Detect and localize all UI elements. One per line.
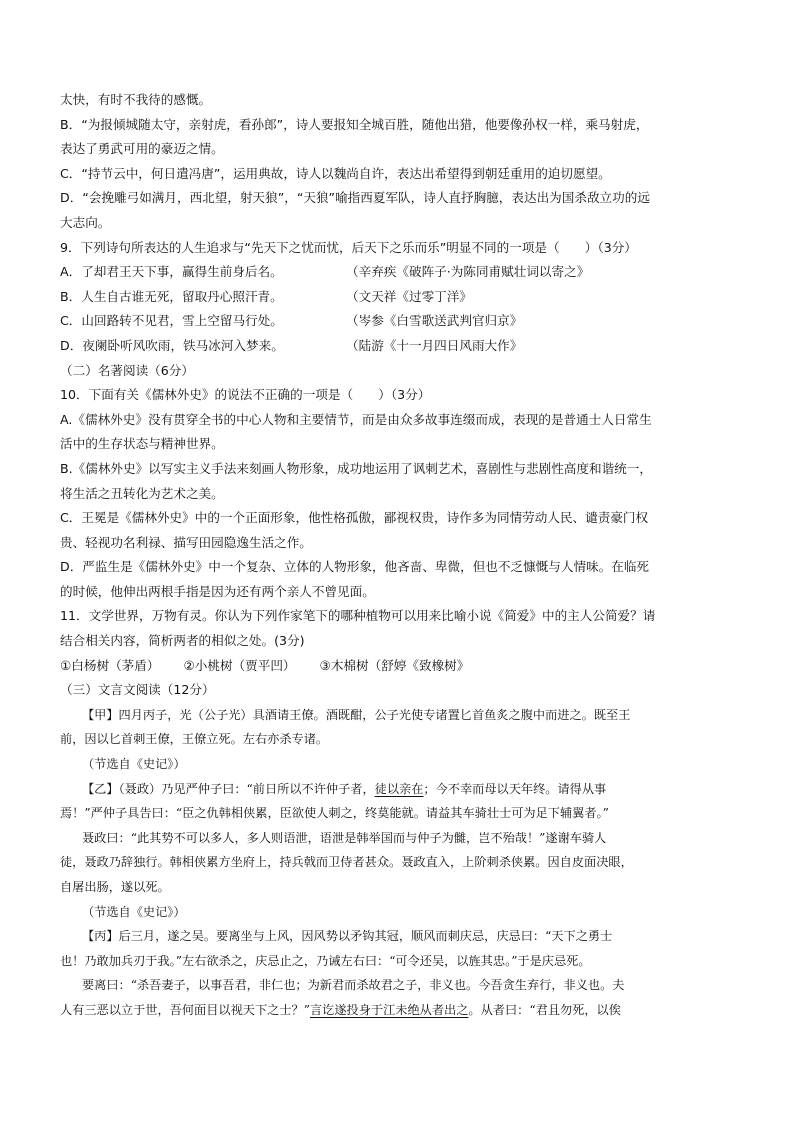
passage-text: ；今不幸而母以天年终。请得从事 [423, 781, 607, 796]
q10-stem: 10．下面有关《儒林外史》的说法不正确的一项是（ ）（3分） [60, 387, 431, 403]
passage-bing-line4 [60, 998, 734, 1023]
q11-choices [60, 654, 734, 679]
q9-option-text: C．山回路转不见君，雪上空留马行处。 [60, 313, 283, 329]
underlined-sentence: 徒以亲在 [374, 781, 424, 796]
passage-text: 。从者曰：“君且勿死，以俟 [468, 1002, 621, 1017]
q10-option-c-line1: C．王冕是《儒林外史》中的一个正面形象，他性格孤傲，鄙视权贵，诗作多为同情劳动人民、谴责豪门权 [60, 510, 649, 526]
q8-option-b-line1: B．“为报倾城随太守，亲射虎，看孙郎”，诗人要报知全城百胜，随他出猎，他要像孙权一样，乘马射虎， [60, 116, 649, 132]
passage-jia-line2: 前，因以匕首刺王僚，王僚立死。左右亦杀专诸。 [60, 732, 329, 747]
q10-option-a-line1: A.《儒林外史》没有贯穿全书的中心人物和主要情节，而是由众多故事连缀而成，表现的是普通士人日常生 [60, 411, 652, 427]
passage-yi-line2: 焉！”严仲子具告曰：“臣之仇韩相侠累，臣欲使人刺之，终莫能就。请益其车骑壮士可为足下辅翼者。” [60, 806, 609, 821]
q11-choice: ②小桃树（贾平凹） [183, 657, 296, 673]
q8-option-a-continued: 太快，有时不我待的感慨。 [60, 92, 212, 107]
classical-passages [60, 703, 734, 1023]
q8-option-d-line1: D．“会挽雕弓如满月，西北望，射天狼”，“天狼”喻指西夏军队，诗人直抒胸臆，表达出为国杀敌立功的远 [60, 190, 650, 206]
q9-stem: 9．下列诗句所表达的人生追求与“先天下之忧而忧，后天下之乐而乐”明显不同的一项是（ ）（3分） [60, 239, 637, 255]
q9-option-text: D．夜阑卧听风吹雨，铁马冰河入梦来。 [60, 337, 284, 353]
passage-bing-line3: 要离曰：“杀吾妻子，以事吾君，非仁也；为新君而杀故君之子，非义也。今吾贪生弃行，非义也。夫 [82, 978, 625, 993]
q8-option-d-line2: 大志向。 [60, 214, 111, 230]
q11-stem-line1: 11．文学世界，万物有灵。你认为下列作家笔下的哪种植物可以用来比喻小说《简爱》中的主人公简爱？请 [60, 608, 656, 624]
q9-option-text: B．人生自古谁无死，留取丹心照汗青。 [60, 288, 283, 304]
q10-option-d-line1: D．严监生是《儒林外史》中一个复杂、立体的人物形象，他吝啬、卑微，但也不乏慷慨与人情味。在临死 [60, 559, 650, 575]
q9-option-b [60, 285, 734, 310]
exam-page [60, 88, 734, 1023]
q10-option-d-line2: 的时候，他伸出两根手指是因为还有两个亲人不曾见面。 [60, 583, 375, 599]
passage-yi-line4: 徒，聂政乃辞独行。韩相侠累方坐府上，持兵戟而卫侍者甚众。聂政直入，上阶刺杀侠累。因自皮面决眼， [60, 855, 633, 870]
passage-yi-line5: 自屠出肠，遂以死。 [60, 880, 170, 894]
q11-choice: ③木棉树（舒婷《致橡树》 [319, 657, 470, 673]
passage-text: 【乙】（聂政）乃见严仲子曰：“前日所以不许仲子者， [82, 781, 375, 796]
q9-option-c [60, 309, 734, 334]
q9-option-source: （辛弃疾《破阵子·为陈同甫赋壮词以寄之》 [346, 264, 590, 280]
underlined-sentence: 言讫遂投身于江未绝从者出之 [309, 1002, 469, 1017]
q10-option-b-line1: B.《儒林外史》以写实主义手法来刻画人物形象，成功地运用了讽刺艺术，喜剧性与悲剧性高度和谐统一， [60, 460, 652, 476]
passage-yi-line1 [60, 777, 734, 802]
q9-option-text: A．了却君王天下事，赢得生前身后名。 [60, 264, 283, 280]
q11-choice: ①白杨树（茅盾） [60, 657, 160, 673]
passage-jia-line1: 【甲】四月丙子，光（公子光）具酒请王僚。酒既酣，公子光使专诸置匕首鱼炙之腹中而进之。既至王 [82, 707, 631, 722]
q9-option-a [60, 260, 734, 285]
passage-bing-line2: 也！乃敢加兵刃于我。”左右欲杀之，庆忌止之，乃诫左右曰：“可令还吴，以旌其忠。”于是庆忌死。 [60, 953, 591, 968]
q9-option-d [60, 334, 734, 359]
section-heading-classical-chinese: （三）文言文阅读（12分） [60, 682, 215, 698]
passage-text: 人有三恶以立于世，吾何面目以视天下之士？” [60, 1002, 310, 1017]
section-heading-classics: （二）名著阅读（6分） [60, 362, 194, 378]
q8-option-b-line2: 表达了勇武可用的豪迈之情。 [60, 141, 224, 157]
q9-option-source: （陆游《十一月四日风雨大作》 [346, 337, 523, 353]
q9-option-source: （岑参《白雪歌送武判官归京》 [346, 313, 523, 329]
passage-yi-line3: 聂政曰：“此其势不可以多人，多人则语泄，语泄是韩举国而与仲子为雠，岂不殆哉！”遂谢车骑人 [82, 830, 607, 845]
passage-jia-source: （节选自《史记》） [82, 757, 186, 772]
q9-option-source: （文天祥《过零丁洋》 [346, 288, 472, 304]
q10-option-c-line2: 贵、轻视功名利禄、描写田园隐逸生活之作。 [60, 534, 312, 550]
q10-option-b-line2: 将生活之丑转化为艺术之美。 [60, 485, 224, 501]
q8-option-c: C．“持节云中，何日遣冯唐”，运用典故，诗人以魏尚自许，表达出希望得到朝廷重用的迫切愿望。 [60, 165, 611, 181]
passage-yi-source: （节选自《史记》） [82, 904, 186, 919]
q10-option-a-line2: 活中的生存状态与精神世界。 [60, 436, 224, 452]
passage-bing-line1: 【丙】后三月，遂之吴。要离坐与上风，因风势以矛钩其冠，顺风而刺庆忌，庆忌曰：“天下之勇士 [82, 929, 613, 944]
q11-stem-line2: 结合相关内容，简析两者的相似之处。(3分) [60, 633, 305, 649]
